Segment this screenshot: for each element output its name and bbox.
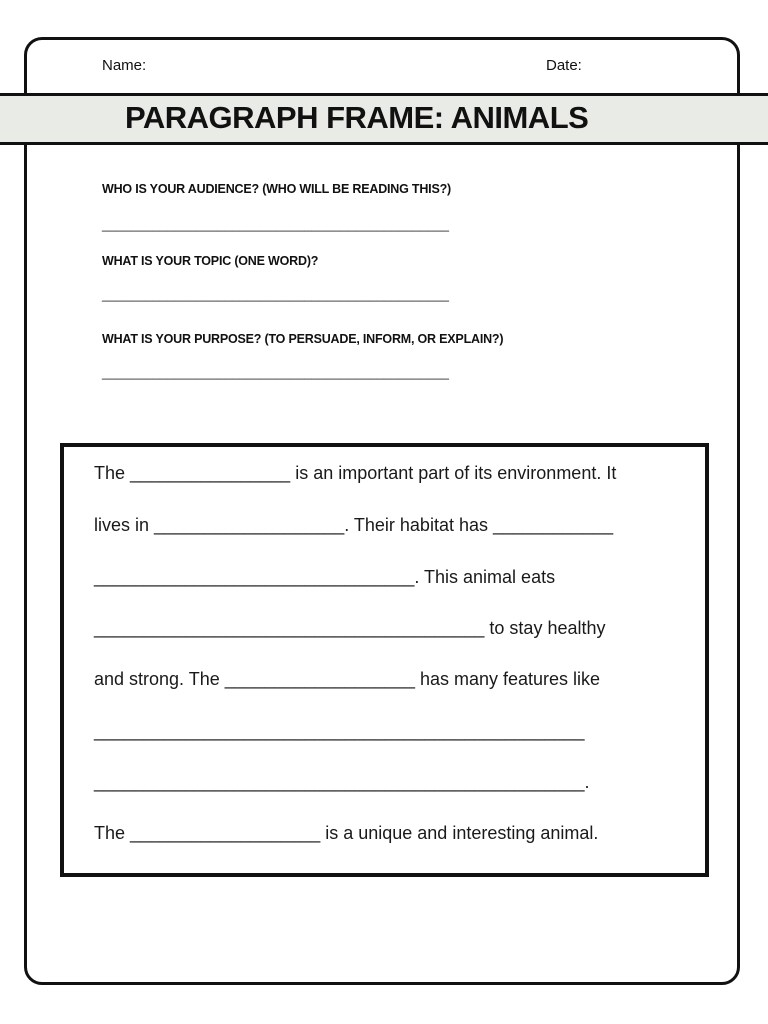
name-label: Name: [102, 57, 147, 74]
frame-line: ________________________________. This animal eats [94, 567, 556, 587]
topic-answer-line[interactable]: ________________________________________________ [102, 287, 450, 302]
paragraph-frame-box [60, 443, 709, 877]
purpose-answer-line[interactable]: ________________________________________________ [102, 365, 450, 380]
frame-line: _________________________________________________ [94, 721, 585, 741]
page-title: PARAGRAPH FRAME: ANIMALS [125, 100, 589, 135]
frame-line: _______________________________________ to stay healthy [94, 618, 606, 638]
frame-line: The ________________ is an important part of its environment. It [94, 463, 617, 483]
frame-line: and strong. The ___________________ has many features like [94, 669, 601, 689]
topic-question: WHAT IS YOUR TOPIC (ONE WORD)? [102, 254, 319, 268]
audience-answer-line[interactable]: ________________________________________________ [102, 217, 450, 232]
purpose-question: WHAT IS YOUR PURPOSE? (TO PERSUADE, INFORM, OR EXPLAIN?) [102, 332, 504, 346]
audience-question: WHO IS YOUR AUDIENCE? (WHO WILL BE READING THIS?) [102, 182, 451, 196]
date-label: Date: [546, 57, 582, 74]
frame-line: The ___________________ is a unique and interesting animal. [94, 823, 599, 843]
frame-line: lives in ___________________. Their habitat has ____________ [94, 515, 614, 535]
frame-line: _________________________________________________. [94, 772, 590, 792]
